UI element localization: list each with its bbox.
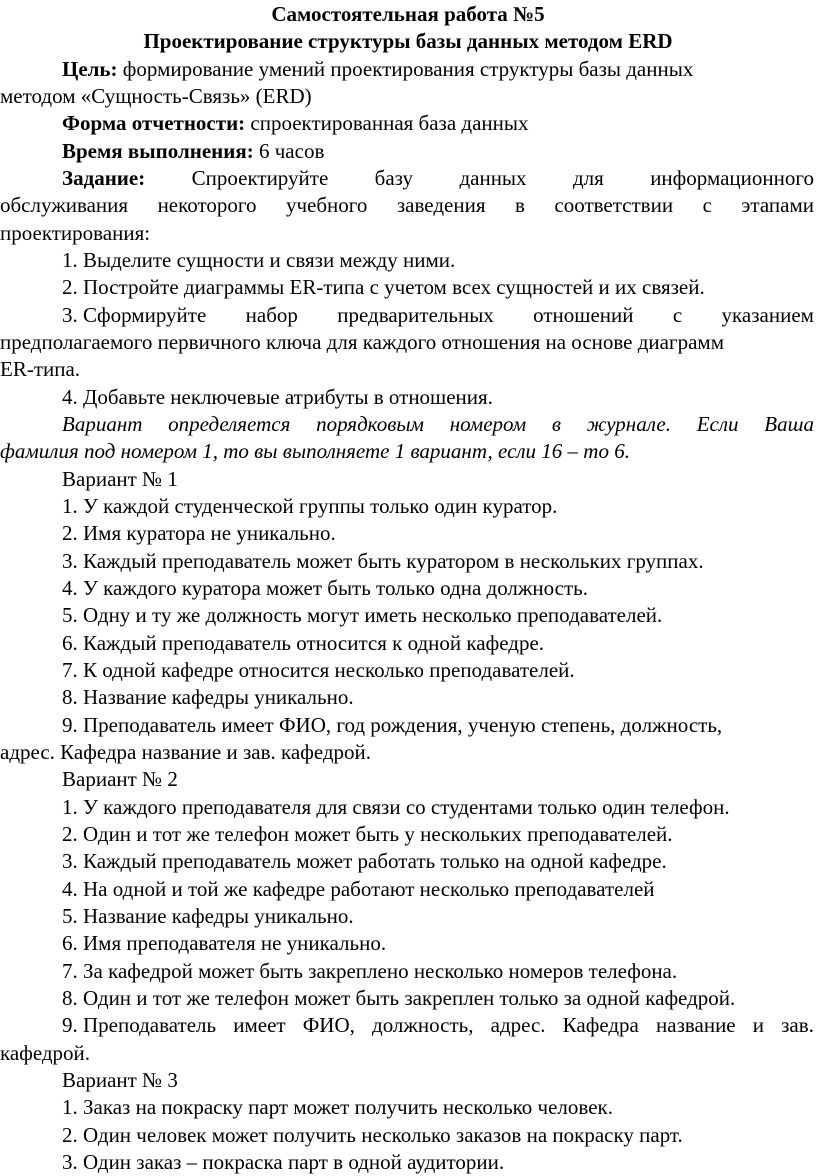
step-3 — [0, 301, 816, 329]
step-1: 1. Выделите сущности и связи между ними. — [62, 248, 456, 272]
report-form-label: Форма отчетности: — [62, 111, 246, 136]
variant-1-item-continued: адрес. Кафедра название и зав. кафедрой. — [0, 740, 372, 764]
time-text: 6 часов — [259, 138, 325, 163]
variant-1-item: 2. Имя куратора не уникально. — [62, 521, 336, 546]
variant-1-item: 7. К одной кафедре относится несколько преподавателей. — [62, 658, 575, 682]
step-3-continued: предполагаемого первичного ключа для каждого отношения на основе диаграмм — [0, 330, 725, 354]
variant-2-item: 5. Название кафедры уникально. — [62, 904, 354, 928]
variant-2-item — [0, 1011, 816, 1039]
variant-1-heading: Вариант № 1 — [62, 466, 178, 491]
task-word: для — [572, 166, 604, 190]
variant-2-heading: Вариант № 2 — [62, 767, 178, 792]
task-line-1 — [0, 164, 816, 192]
variant-2-item-word: название — [656, 1013, 736, 1038]
variant-2-item-continued: кафедрой. — [0, 1040, 91, 1065]
variant-2-item-word: и — [752, 1013, 765, 1038]
variant-note-line-1 — [0, 410, 816, 438]
step-2: 2. Постройте диаграммы ER-типа с учетом всех сущностей и их связей. — [62, 275, 705, 300]
step-3-word: отношений — [533, 302, 634, 327]
task-word: соответствии — [554, 193, 674, 218]
step-3-word: предварительных — [337, 302, 494, 327]
variant-3-item: 1. Заказ на покраску парт может получить несколько человек. — [62, 1095, 613, 1120]
variant-note-word: порядковым — [316, 412, 424, 436]
variant-1-item: 6. Каждый преподаватель относится к одной кафедре. — [62, 630, 545, 655]
task-word: учебного — [285, 193, 368, 218]
variant-2-item-word: должность, — [372, 1013, 474, 1038]
variant-3-heading: Вариант № 3 — [62, 1068, 178, 1092]
variant-2-item: 6. Имя преподавателя не уникально. — [62, 931, 387, 956]
step-3-word: с — [672, 302, 683, 327]
variant-note-word: Ваша — [764, 412, 814, 436]
variant-2-item: 3. Каждый преподаватель может работать только на одной кафедре. — [62, 849, 667, 874]
variant-2-item-word: адрес. — [490, 1013, 546, 1038]
variant-1-item: 3. Каждый преподаватель может быть куратором в нескольких группах. — [62, 548, 704, 573]
document-subtitle: Проектирование структуры базы данных методом ERD — [143, 29, 673, 54]
variant-2-item: 8. Один и тот же телефон может быть закреплен только за одной кафедрой. — [62, 986, 736, 1010]
document-title: Самостоятельная работа №5 — [271, 2, 545, 26]
task-line-2 — [0, 191, 816, 219]
time-line — [0, 137, 816, 165]
variant-2-item-word: имеет — [233, 1013, 286, 1038]
goal-text: формирование умений проектирования структуры базы данных — [122, 56, 694, 81]
variant-2-item: 7. За кафедрой может быть закреплено несколько номеров телефона. — [62, 958, 678, 983]
variant-note-word: Вариант — [62, 412, 143, 436]
task-word: некоторого — [157, 193, 257, 218]
variant-2-item-word: Кафедра — [562, 1013, 639, 1038]
task-word: этапами — [741, 193, 814, 218]
task-word: в — [514, 193, 525, 218]
variant-1-item: 1. У каждой студенческой группы только один куратор. — [62, 494, 558, 518]
task-word: заведения — [396, 193, 486, 218]
variant-note-word: определяется — [168, 412, 291, 436]
task-word: обслуживания — [0, 193, 129, 218]
task-word: Спроектируйте — [191, 166, 329, 190]
task-line-3: проектирования: — [0, 220, 151, 245]
variant-note-word: журнале. — [586, 412, 671, 436]
report-form-line — [0, 109, 816, 137]
variant-2-item-word: ФИО, — [302, 1013, 355, 1038]
variant-2-item-word: зав. — [781, 1013, 814, 1038]
goal-text-continued: методом «Сущность-Связь» (ERD) — [0, 84, 312, 108]
variant-note-word: в — [551, 412, 561, 436]
variant-note-word: Если — [696, 412, 739, 436]
report-form-text: спроектированная база данных — [250, 111, 529, 136]
variant-1-item: 4. У каждого куратора может быть только одна должность. — [62, 576, 588, 600]
variant-1-item: 5. Одну и ту же должность могут иметь несколько преподавателей. — [62, 603, 663, 628]
variant-1-item: 8. Название кафедры уникально. — [62, 685, 354, 710]
time-label: Время выполнения: — [62, 138, 254, 163]
variant-2-item: 2. Один и тот же телефон может быть у нескольких преподавателей. — [62, 822, 673, 846]
variant-3-item: 2. Один человек может получить несколько заказов на покраску парт. — [62, 1122, 683, 1147]
variant-3-item: 3. Один заказ – покраска парт в одной аудитории. — [62, 1150, 505, 1174]
goal-line — [0, 55, 816, 83]
step-3-word: 3. Сформируйте — [62, 302, 207, 327]
step-3-word: набор — [245, 302, 298, 327]
task-word: базу — [374, 166, 414, 190]
task-word: информационного — [650, 166, 814, 190]
task-label: Задание: — [62, 166, 146, 190]
variant-1-item: 9. Преподаватель имеет ФИО, год рождения, ученую степень, должность, — [62, 712, 723, 737]
task-word: данных — [459, 166, 527, 190]
variant-note-word: номером — [449, 412, 527, 436]
variant-2-item: 1. У каждого преподавателя для связи со студентами только один телефон. — [62, 794, 730, 819]
variant-note-line-2: фамилия под номером 1, то вы выполняете 1 вариант, если 16 – то 6. — [0, 439, 630, 464]
goal-label: Цель: — [62, 56, 118, 81]
variant-2-item: 4. На одной и той же кафедре работают несколько преподавателей — [62, 876, 655, 901]
step-3-continued: ER-типа. — [0, 357, 81, 382]
variant-2-item-word: 9. Преподаватель — [62, 1013, 217, 1038]
step-3-word: указанием — [721, 302, 814, 327]
step-4: 4. Добавьте неключевые атрибуты в отношения. — [62, 384, 493, 409]
task-word: с — [702, 193, 712, 218]
